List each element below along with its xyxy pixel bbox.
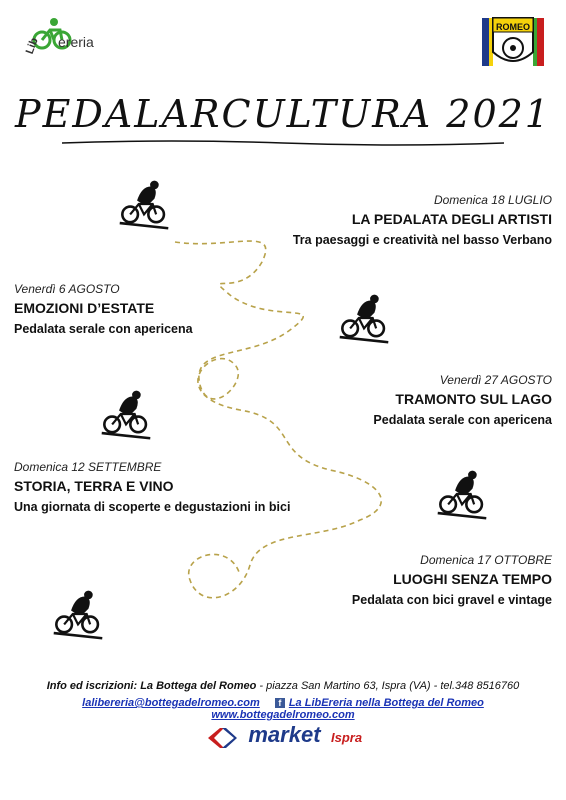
event-date: Venerdì 6 AGOSTO: [14, 282, 120, 296]
event-date: Domenica 17 OTTOBRE: [420, 553, 552, 567]
event-date: Domenica 18 LUGLIO: [433, 193, 552, 207]
market-city: Ispra: [330, 730, 363, 745]
cyclist-icon: [100, 388, 152, 440]
libereria-side-text: Lib: [23, 36, 41, 56]
facebook-link-label: La LibEreria nella Bottega del Romeo: [288, 697, 484, 709]
event-4: [14, 460, 344, 514]
event-5: [252, 553, 552, 607]
event-date: Venerdì 27 AGOSTO: [439, 373, 552, 387]
event-name: STORIA, TERRA E VINO: [14, 478, 174, 494]
website-link[interactable]: www.bottegadelromeo.com: [211, 709, 355, 721]
facebook-icon: f: [275, 698, 285, 708]
footer-links: [0, 697, 566, 721]
cyclist-icon: [118, 178, 170, 230]
romeo-text: ROMEO: [495, 22, 530, 32]
footer-info: [0, 680, 566, 692]
info-address: - piazza San Martino 63, Ispra (VA) - tel.348 8516760: [256, 680, 520, 692]
libereria-text: ereria: [58, 34, 94, 50]
event-description: Pedalata serale con apericena: [373, 413, 552, 427]
event-name: TRAMONTO SUL LAGO: [395, 391, 552, 407]
carrefour-icon: [204, 726, 238, 750]
event-description: Pedalata con bici gravel e vintage: [351, 593, 552, 607]
email-link[interactable]: lalibereria@bottegadelromeo.com: [82, 697, 260, 709]
event-description: Una giornata di scoperte e degustazioni in bici: [14, 500, 291, 514]
info-label: Info ed iscrizioni: La Bottega del Romeo: [46, 680, 257, 692]
cyclist-icon: [52, 588, 104, 640]
market-brand: market: [248, 722, 321, 747]
facebook-link[interactable]: [275, 697, 484, 709]
event-3: [252, 373, 552, 427]
page-title: PEDALARCULTURA 2021: [15, 92, 551, 136]
event-date: Domenica 12 SETTEMBRE: [14, 460, 162, 474]
event-2: [14, 282, 314, 336]
event-name: EMOZIONI D’ESTATE: [14, 300, 155, 316]
sponsor-market: [0, 722, 566, 750]
event-description: Pedalata serale con apericena: [14, 322, 193, 336]
event-description: Tra paesaggi e creatività nel basso Verbano: [292, 233, 552, 247]
cyclist-icon: [436, 468, 488, 520]
cyclist-icon: [338, 292, 390, 344]
event-1: [252, 193, 552, 247]
event-name: LUOGHI SENZA TEMPO: [393, 571, 552, 587]
event-name: LA PEDALATA DEGLI ARTISTI: [351, 211, 552, 227]
